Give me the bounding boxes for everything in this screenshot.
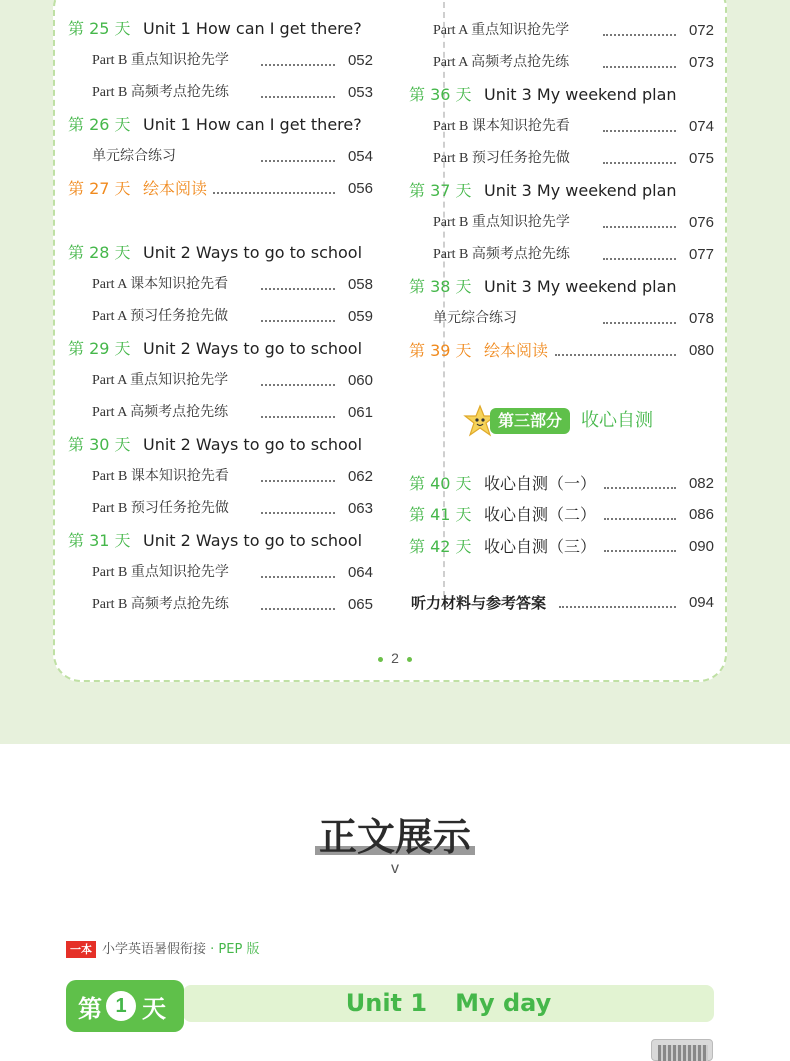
toc-answers-title: 听力材料与参考答案: [411, 594, 547, 612]
toc-entry[interactable]: [409, 307, 714, 331]
toc-day-label: 第 28 天: [68, 243, 131, 262]
dot-leader: [261, 576, 335, 578]
dot-leader: [555, 354, 676, 356]
toc-entry[interactable]: [409, 83, 714, 107]
dot-leader: [261, 64, 335, 66]
day-badge: [66, 980, 184, 1032]
toc-page-number: 061: [347, 404, 373, 421]
toc-unit-title: Unit 1 How can I get there?: [143, 19, 362, 38]
unit-label: Unit 1: [345, 989, 428, 1017]
toc-page-number: 058: [347, 276, 373, 293]
day-badge-suffix: 天: [142, 995, 166, 1023]
toc-unit-title: Unit 1 How can I get there?: [143, 115, 362, 134]
toc-entry[interactable]: [68, 113, 373, 137]
toc-day-label: 第 27 天: [68, 179, 131, 198]
dot-leader: [603, 258, 676, 260]
qr-code-icon[interactable]: [651, 1039, 713, 1061]
book-edition: · PEP 版: [210, 942, 260, 957]
toc-page-number: 065: [347, 596, 373, 613]
toc-entry[interactable]: [68, 337, 373, 361]
section-three-title: 收心自测: [581, 410, 653, 431]
toc-item-label: Part B 高频考点抢先练: [92, 85, 229, 100]
toc-page-number: 059: [347, 308, 373, 325]
toc-item-label: Part B 高频考点抢先练: [92, 597, 229, 612]
toc-entry[interactable]: [409, 275, 714, 299]
toc-entry[interactable]: [409, 147, 714, 171]
dot-leader: [261, 480, 335, 482]
toc-page-number: 063: [347, 500, 373, 517]
unit-title-bar: [183, 985, 714, 1022]
toc-item-label: Part B 预习任务抢先做: [433, 151, 570, 166]
page-indicator: [0, 650, 790, 666]
toc-item-label: Part A 课本知识抢先看: [92, 277, 229, 292]
toc-day-label: 第 41 天: [409, 505, 472, 524]
toc-day-label: 第 38 天: [409, 277, 472, 296]
toc-page-number: 082: [688, 475, 714, 492]
toc-entry[interactable]: [68, 465, 373, 489]
toc-entry[interactable]: [409, 19, 714, 43]
toc-unit-title: Unit 3 My weekend plan: [484, 277, 677, 296]
dot-leader: [559, 606, 676, 608]
toc-page-number: 054: [347, 148, 373, 165]
showcase-title: 正文展示: [318, 815, 471, 859]
toc-feature-title: 绘本阅读: [484, 341, 549, 360]
toc-entry[interactable]: [68, 17, 373, 41]
dot-leader: [603, 162, 676, 164]
toc-entry[interactable]: [68, 529, 373, 553]
toc-page-number: 060: [347, 372, 373, 389]
toc-entry[interactable]: [68, 369, 373, 393]
dot-leader: [261, 96, 335, 98]
unit-name: My day: [455, 989, 552, 1017]
toc-page-number: 076: [688, 214, 714, 231]
toc-unit-title: Unit 3 My weekend plan: [484, 181, 677, 200]
dot-leader: [213, 192, 335, 194]
dot-leader: [603, 322, 676, 324]
dot-leader: [261, 512, 335, 514]
toc-page-number: 086: [688, 506, 714, 523]
toc-day-label: 第 36 天: [409, 85, 472, 104]
toc-item-label: Part A 重点知识抢先学: [92, 373, 229, 388]
toc-unit-title: Unit 2 Ways to go to school: [143, 243, 363, 262]
toc-unit-title: Unit 2 Ways to go to school: [143, 435, 363, 454]
toc-test-title: 收心自测（二）: [484, 505, 597, 524]
toc-unit-title: Unit 2 Ways to go to school: [143, 339, 363, 358]
toc-entry[interactable]: [68, 561, 373, 585]
page-dot-right: [407, 657, 412, 662]
toc-entry[interactable]: [68, 49, 373, 73]
dot-leader: [261, 288, 335, 290]
dot-leader: [261, 416, 335, 418]
page-dot-left: [378, 657, 383, 662]
toc-entry[interactable]: [409, 503, 714, 527]
toc-day-label: 第 25 天: [68, 19, 131, 38]
toc-day-label: 第 37 天: [409, 181, 472, 200]
toc-item-label: Part B 重点知识抢先学: [92, 565, 229, 580]
day-badge-prefix: 第: [78, 995, 102, 1023]
day-badge-number: 1: [106, 991, 136, 1021]
toc-page-number: 090: [688, 538, 714, 555]
toc-day-label: 第 42 天: [409, 537, 472, 556]
page-number: 2: [391, 650, 399, 666]
book-series-title: 小学英语暑假衔接: [102, 942, 207, 957]
toc-entry[interactable]: [68, 593, 373, 617]
toc-page-number: 078: [688, 310, 714, 327]
dot-leader: [261, 320, 335, 322]
toc-unit-title: Unit 2 Ways to go to school: [143, 531, 363, 550]
toc-page-number: 074: [688, 118, 714, 135]
toc-page-number: 073: [688, 54, 714, 71]
dot-leader: [604, 518, 676, 520]
toc-entry[interactable]: [68, 433, 373, 457]
dot-leader: [603, 226, 676, 228]
toc-entry[interactable]: [409, 179, 714, 203]
toc-page-number: 053: [347, 84, 373, 101]
dot-leader: [261, 160, 335, 162]
toc-page-number: 052: [347, 52, 373, 69]
toc-feature-title: 绘本阅读: [143, 179, 208, 198]
toc-page-number: 072: [688, 22, 714, 39]
toc-entry[interactable]: [409, 211, 714, 235]
toc-test-title: 收心自测（一）: [484, 474, 597, 493]
section-three-header: [463, 404, 723, 438]
toc-item-label: Part B 预习任务抢先做: [92, 501, 229, 516]
toc-entry[interactable]: [409, 243, 714, 267]
showcase-heading: [0, 806, 790, 861]
toc-entry[interactable]: [68, 177, 373, 201]
dot-leader: [261, 608, 335, 610]
brand-logo: 一本: [66, 941, 96, 958]
toc-entry[interactable]: [68, 145, 373, 169]
toc-entry[interactable]: [68, 497, 373, 521]
toc-page-number: 077: [688, 246, 714, 263]
toc-item-label: Part A 高频考点抢先练: [92, 405, 229, 420]
toc-item-label: Part A 预习任务抢先做: [92, 309, 229, 324]
toc-entry[interactable]: [409, 591, 714, 615]
dot-leader: [603, 34, 676, 36]
toc-entry[interactable]: [409, 115, 714, 139]
chevron-down-icon: v: [391, 860, 399, 877]
toc-page-number: 080: [688, 342, 714, 359]
toc-entry[interactable]: [409, 339, 714, 363]
toc-entry[interactable]: [68, 273, 373, 297]
toc-day-label: 第 39 天: [409, 341, 472, 360]
dot-leader: [603, 66, 676, 68]
toc-day-label: 第 29 天: [68, 339, 131, 358]
toc-entry[interactable]: [409, 472, 714, 496]
toc-page-number: 094: [688, 594, 714, 611]
section-three-pill: 第三部分: [490, 408, 570, 434]
toc-entry[interactable]: [68, 241, 373, 265]
toc-page-number: 064: [347, 564, 373, 581]
toc-day-label: 第 26 天: [68, 115, 131, 134]
toc-day-label: 第 31 天: [68, 531, 131, 550]
toc-item-label: Part B 课本知识抢先看: [92, 469, 229, 484]
toc-entry[interactable]: [409, 535, 714, 559]
toc-entry[interactable]: [409, 51, 714, 75]
toc-day-label: 第 30 天: [68, 435, 131, 454]
toc-day-label: 第 40 天: [409, 474, 472, 493]
toc-item-label: Part A 重点知识抢先学: [433, 23, 570, 38]
toc-page-number: 075: [688, 150, 714, 167]
toc-entry[interactable]: [68, 305, 373, 329]
dot-leader: [604, 487, 676, 489]
toc-item-label: Part B 重点知识抢先学: [92, 53, 229, 68]
toc-item-label: 单元综合练习: [92, 149, 176, 164]
toc-item-label: 单元综合练习: [433, 311, 517, 326]
dot-leader: [604, 550, 676, 552]
dot-leader: [261, 384, 335, 386]
book-header: [66, 940, 259, 960]
toc-unit-title: Unit 3 My weekend plan: [484, 85, 677, 104]
toc-item-label: Part B 重点知识抢先学: [433, 215, 570, 230]
toc-card: [53, 0, 727, 682]
toc-entry[interactable]: [68, 401, 373, 425]
toc-item-label: Part B 高频考点抢先练: [433, 247, 570, 262]
toc-test-title: 收心自测（三）: [484, 537, 597, 556]
toc-item-label: Part B 课本知识抢先看: [433, 119, 570, 134]
dot-leader: [603, 130, 676, 132]
toc-page-number: 056: [347, 180, 373, 197]
toc-page-number: 062: [347, 468, 373, 485]
toc-entry[interactable]: [68, 81, 373, 105]
toc-item-label: Part A 高频考点抢先练: [433, 55, 570, 70]
